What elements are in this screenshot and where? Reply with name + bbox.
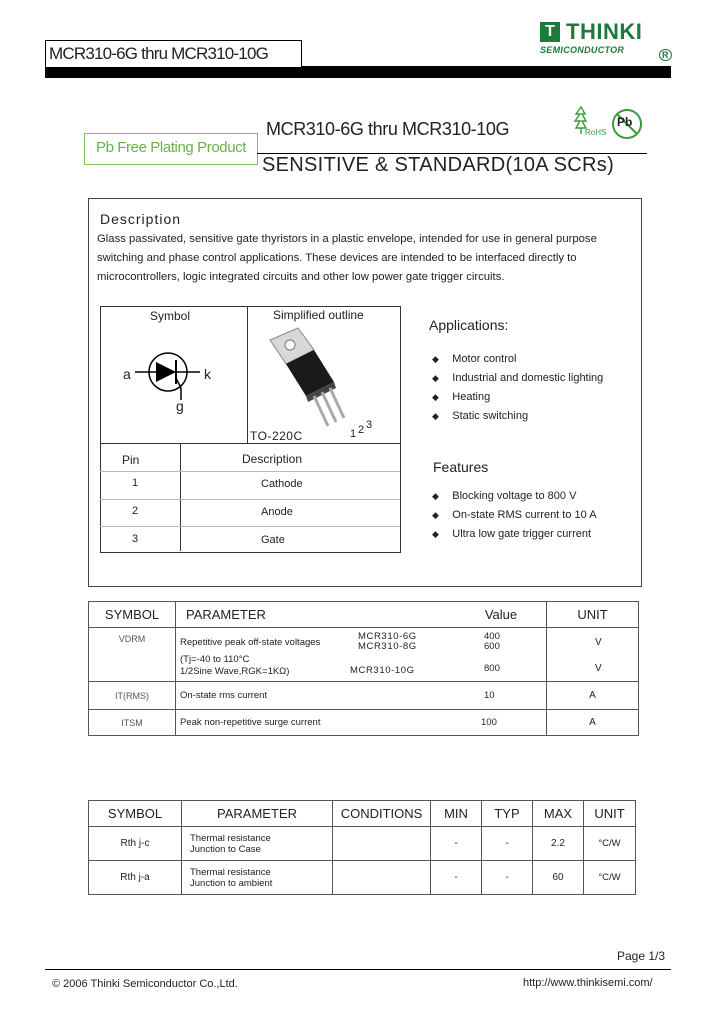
- diamond-bullet-icon: ◆: [432, 373, 439, 383]
- applications-heading: Applications:: [429, 317, 509, 333]
- thermal-param-jc-line1: Thermal resistance: [190, 832, 271, 844]
- pb-free-badge: Pb Free Plating Product: [84, 133, 258, 165]
- list-item: ◆ Industrial and domestic lighting: [432, 372, 604, 384]
- pin-vdivider: [180, 443, 181, 551]
- thermal-head-parameter: PARAMETER: [182, 801, 333, 827]
- vdrm-device-10g: MCR310-10G: [350, 664, 415, 676]
- vdrm-value-cell: [456, 628, 547, 682]
- itrms-unit: A: [547, 682, 639, 710]
- itrms-value: 10: [456, 682, 547, 710]
- logo-mark: T: [540, 22, 560, 42]
- ratings-head-value: Value: [456, 602, 547, 628]
- company-logo: [540, 19, 670, 62]
- list-item: ◆ Motor control: [432, 353, 517, 365]
- vdrm-value-600: 600: [484, 640, 500, 652]
- thermal-min-jc: -: [431, 827, 482, 861]
- ratings-table: [88, 601, 639, 736]
- pb-label: Pb: [617, 115, 633, 129]
- list-item: ◆ Static switching: [432, 410, 529, 422]
- pin-desc-1: Cathode: [261, 478, 303, 490]
- diamond-bullet-icon: ◆: [432, 510, 439, 520]
- registered-icon: R: [659, 50, 672, 60]
- ratings-head-symbol: SYMBOL: [89, 602, 176, 628]
- thermal-unit-ja: °C/W: [584, 861, 636, 895]
- thermal-max-ja: 60: [533, 861, 584, 895]
- itsm-value: 100: [456, 710, 547, 736]
- vdrm-param-line1: Repetitive peak off-state voltages: [180, 636, 321, 648]
- thermal-head-conditions: CONDITIONS: [333, 801, 431, 827]
- thermal-param-ja-line1: Thermal resistance: [190, 866, 271, 878]
- outline-pin3: 3: [366, 419, 373, 431]
- features-heading: Features: [433, 459, 489, 475]
- symbol-anode-label: a: [123, 366, 131, 382]
- vdrm-symbol: VDRM: [89, 628, 176, 682]
- package-name: TO-220C: [250, 429, 303, 443]
- thermal-typ-ja: -: [482, 861, 533, 895]
- footer-rule: [45, 969, 671, 970]
- list-item: ◆ Heating: [432, 391, 491, 403]
- pin-number-1: 1: [132, 477, 139, 489]
- vdrm-parameter-cell: [176, 628, 457, 682]
- thermal-conditions-jc: [333, 827, 431, 861]
- grid-vdivider: [247, 306, 248, 444]
- symbol-heading: Symbol: [150, 309, 191, 323]
- thermal-head-unit: UNIT: [584, 801, 636, 827]
- outline-pin1: 1: [350, 428, 357, 440]
- vdrm-device-8g: MCR310-8G: [358, 640, 417, 652]
- subtitle: SENSITIVE & STANDARD(10A SCRs): [262, 154, 615, 176]
- description-text: Glass passivated, sensitive gate thyristors in a plastic envelope, intended for use in general purpose switching and phase control applications. These devices are intended to be interfaced directly to microcontrollers, logic integrated circuits and other low power gate trigger circuits.: [97, 233, 597, 283]
- pin-desc-2: Anode: [261, 506, 293, 518]
- symbol-gate-label: g: [176, 398, 184, 414]
- thermal-symbol-ja: Rth j-a: [89, 861, 182, 895]
- outline-heading: Simplified outline: [273, 308, 364, 322]
- outline-pin2: 2: [358, 424, 365, 436]
- pin-number-2: 2: [132, 505, 139, 517]
- diamond-bullet-icon: ◆: [432, 529, 439, 539]
- rohs-label: RoHS: [585, 128, 607, 137]
- copyright: © 2006 Thinki Semiconductor Co.,Ltd.: [52, 978, 238, 990]
- description-heading: Description: [100, 211, 182, 227]
- vdrm-unit-1: V: [595, 636, 602, 648]
- list-item: ◆ Blocking voltage to 800 V: [432, 490, 577, 502]
- thermal-head-max: MAX: [533, 801, 584, 827]
- header-part-range: MCR310-6G thru MCR310-10G: [45, 40, 302, 67]
- diamond-bullet-icon: ◆: [432, 354, 439, 364]
- table-row: [89, 827, 636, 861]
- thermal-unit-jc: °C/W: [584, 827, 636, 861]
- pin-number-3: 3: [132, 533, 139, 545]
- vdrm-device-6g: MCR310-6G: [358, 630, 417, 642]
- thermal-table: [88, 800, 636, 895]
- pin-table-desc-head: Description: [242, 452, 303, 466]
- itsm-unit: A: [547, 710, 639, 736]
- features-list: [432, 486, 597, 543]
- thermal-head-min: MIN: [431, 801, 482, 827]
- diamond-bullet-icon: ◆: [432, 491, 439, 501]
- vdrm-unit-cell: [547, 628, 639, 682]
- itrms-symbol: IT(RMS): [89, 682, 176, 710]
- website-link[interactable]: http://www.thinkisemi.com/: [523, 977, 653, 989]
- symbol-cathode-label: k: [204, 366, 211, 382]
- itrms-param: On-state rms current: [176, 682, 457, 710]
- logo-sub: SEMICONDUCTOR: [540, 45, 625, 55]
- pin-row-line-2: [100, 499, 400, 500]
- pin-row-line-3: [100, 526, 400, 527]
- thermal-head-symbol: SYMBOL: [89, 801, 182, 827]
- thermal-conditions-ja: [333, 861, 431, 895]
- diamond-bullet-icon: ◆: [432, 392, 439, 402]
- page-number: Page 1/3: [617, 949, 666, 963]
- ratings-head-unit: UNIT: [547, 602, 639, 628]
- thermal-max-jc: 2.2: [533, 827, 584, 861]
- thermal-param-jc: [182, 827, 333, 861]
- to220-package-icon: [262, 326, 372, 430]
- itsm-symbol: ITSM: [89, 710, 176, 736]
- thermal-param-jc-line2: Junction to Case: [190, 843, 261, 855]
- pin-table-pin-head: Pin: [122, 453, 140, 467]
- list-item: ◆ On-state RMS current to 10 A: [432, 509, 597, 521]
- table-row: [89, 861, 636, 895]
- thermal-head-typ: TYP: [482, 801, 533, 827]
- grid-hdivider: [100, 443, 400, 444]
- applications-list: [432, 349, 603, 425]
- vdrm-value-800: 800: [484, 662, 500, 674]
- list-item: ◆ Ultra low gate trigger current: [432, 528, 592, 540]
- ratings-head-parameter: PARAMETER: [176, 602, 457, 628]
- part-title: MCR310-6G thru MCR310-10G: [266, 119, 510, 139]
- pin-row-line-1: [100, 471, 400, 472]
- thermal-param-ja-line2: Junction to ambient: [190, 877, 273, 889]
- logo-name: THINKI: [566, 19, 643, 44]
- thermal-param-ja: [182, 861, 333, 895]
- thermal-min-ja: -: [431, 861, 482, 895]
- vdrm-param-line3: 1/2Sine Wave,RGK=1KΩ): [180, 665, 290, 677]
- vdrm-unit-2: V: [595, 662, 602, 674]
- vdrm-value-400: 400: [484, 630, 500, 642]
- diamond-bullet-icon: ◆: [432, 411, 439, 421]
- itsm-param: Peak non-repetitive surge current: [176, 710, 457, 736]
- thermal-symbol-jc: Rth j-c: [89, 827, 182, 861]
- pin-desc-3: Gate: [261, 534, 285, 546]
- header-bar: [45, 66, 671, 78]
- vdrm-param-line2: (Tj=-40 to 110°C: [180, 653, 250, 665]
- thermal-typ-jc: -: [482, 827, 533, 861]
